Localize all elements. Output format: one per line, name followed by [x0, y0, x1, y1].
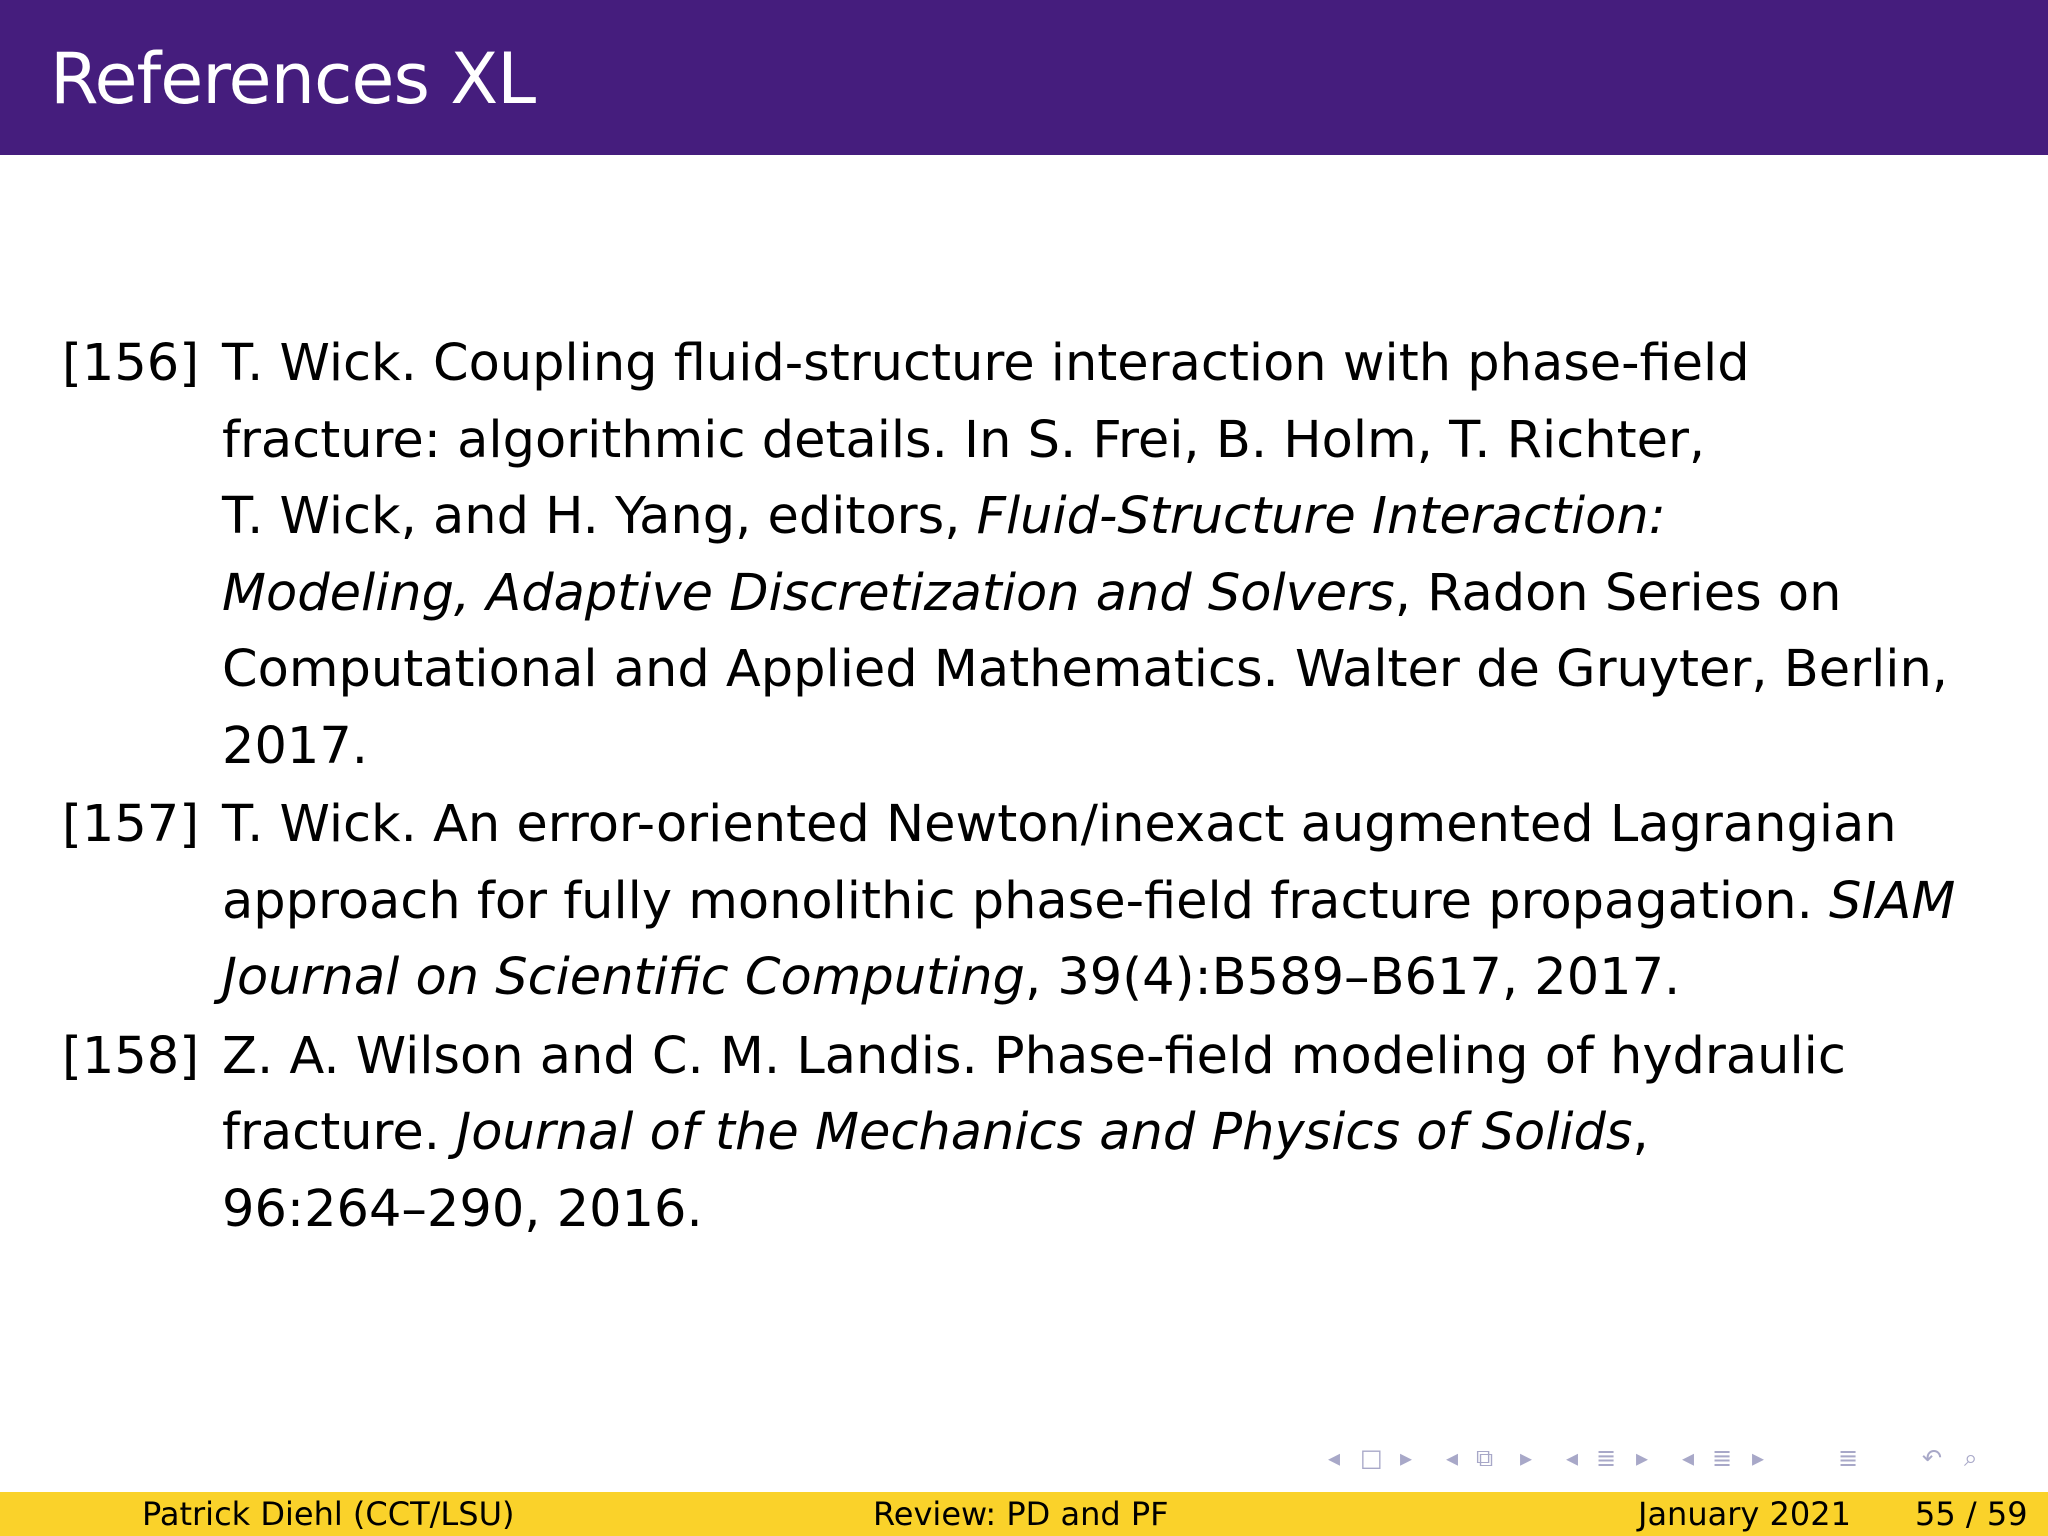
slide-title: References XL — [50, 38, 536, 120]
prev-frame-arrow-icon[interactable]: ◂ — [1328, 1444, 1341, 1472]
reference-text: 2017. — [222, 716, 369, 776]
reference-text: approach for fully monolithic phase-field fracture propagation. — [222, 871, 1830, 931]
reference-book-title: Modeling, Adaptive Discretization and Solvers — [222, 563, 1395, 623]
reference-entry-158 — [0, 1019, 2022, 1249]
reference-number: [157] — [62, 795, 200, 854]
reference-journal: SIAM — [1829, 871, 1956, 931]
next-frame-arrow-icon[interactable]: ▸ — [1400, 1444, 1413, 1472]
footer-page-number: 55 / 59 — [1915, 1495, 2028, 1533]
reference-text: , Radon Series on — [1394, 563, 1842, 623]
slide-footer — [0, 1492, 2048, 1536]
reference-text: Computational and Applied Mathematics. Walter de Gruyter, Berlin, — [222, 640, 1949, 699]
reference-text: fracture: algorithmic details. In S. Frei, B. Holm, T. Richter, — [222, 410, 1706, 470]
reference-entry-157 — [0, 787, 2022, 1017]
reference-line — [222, 864, 2022, 941]
outline-icon[interactable]: ≣ — [1838, 1444, 1859, 1472]
slide-header — [0, 0, 2048, 155]
next-part-arrow-icon[interactable]: ▸ — [1752, 1444, 1765, 1472]
beamer-navigation-bar — [1320, 1441, 2030, 1475]
reference-line — [222, 326, 2022, 403]
reference-line — [222, 940, 2022, 1017]
next-subsection-arrow-icon[interactable]: ▸ — [1520, 1444, 1533, 1472]
reference-text: , 39(4):B589–B617, 2017. — [1024, 948, 1681, 1007]
reference-line — [222, 556, 2022, 633]
reference-book-title: Fluid-Structure Interaction: — [976, 487, 1666, 546]
reference-number: [156] — [62, 334, 200, 393]
reference-line — [222, 1019, 2022, 1096]
footer-short-title: Review: PD and PF — [873, 1495, 1169, 1533]
reference-line — [222, 1095, 2022, 1172]
footer-author: Patrick Diehl (CCT/LSU) — [142, 1495, 515, 1533]
reference-text: T. Wick. An error-oriented Newton/inexact augmented Lagrangian — [222, 795, 1897, 854]
reference-entry-156 — [0, 326, 2022, 785]
section-icon[interactable]: ≣ — [1596, 1444, 1617, 1472]
reference-number: [158] — [62, 1026, 200, 1086]
reference-text: T. Wick, and H. Yang, editors, — [222, 487, 977, 546]
reference-line — [222, 403, 2022, 480]
reference-text: 96:264–290, 2016. — [222, 1179, 703, 1239]
reference-text: T. Wick. Coupling fluid-structure interaction with phase-field — [222, 334, 1750, 393]
footer-date: January 2021 — [1638, 1495, 1851, 1533]
subsection-icon[interactable]: ⧉ — [1476, 1444, 1494, 1472]
reference-text: fracture. — [222, 1103, 457, 1162]
prev-part-arrow-icon[interactable]: ◂ — [1682, 1444, 1695, 1472]
reference-line — [222, 787, 2022, 864]
prev-section-arrow-icon[interactable]: ◂ — [1566, 1444, 1579, 1472]
frame-icon[interactable]: □ — [1360, 1444, 1383, 1472]
reference-line — [222, 1172, 2022, 1249]
references-list — [0, 326, 2048, 1250]
prev-subsection-arrow-icon[interactable]: ◂ — [1446, 1444, 1459, 1472]
next-section-arrow-icon[interactable]: ▸ — [1636, 1444, 1649, 1472]
reference-text: , — [1632, 1103, 1649, 1162]
search-icon[interactable]: ⌕ — [1964, 1444, 1978, 1472]
part-icon[interactable]: ≣ — [1712, 1444, 1733, 1472]
back-icon[interactable]: ↶ — [1922, 1444, 1943, 1472]
reference-journal: Journal of the Mechanics and Physics of Solids — [456, 1103, 1633, 1162]
reference-line — [222, 632, 2022, 709]
reference-journal: Journal on Scientific Computing — [222, 948, 1025, 1007]
reference-text: Z. A. Wilson and C. M. Landis. Phase-field modeling of hydraulic — [222, 1026, 1846, 1086]
reference-line — [222, 709, 2022, 786]
reference-line — [222, 479, 2022, 556]
